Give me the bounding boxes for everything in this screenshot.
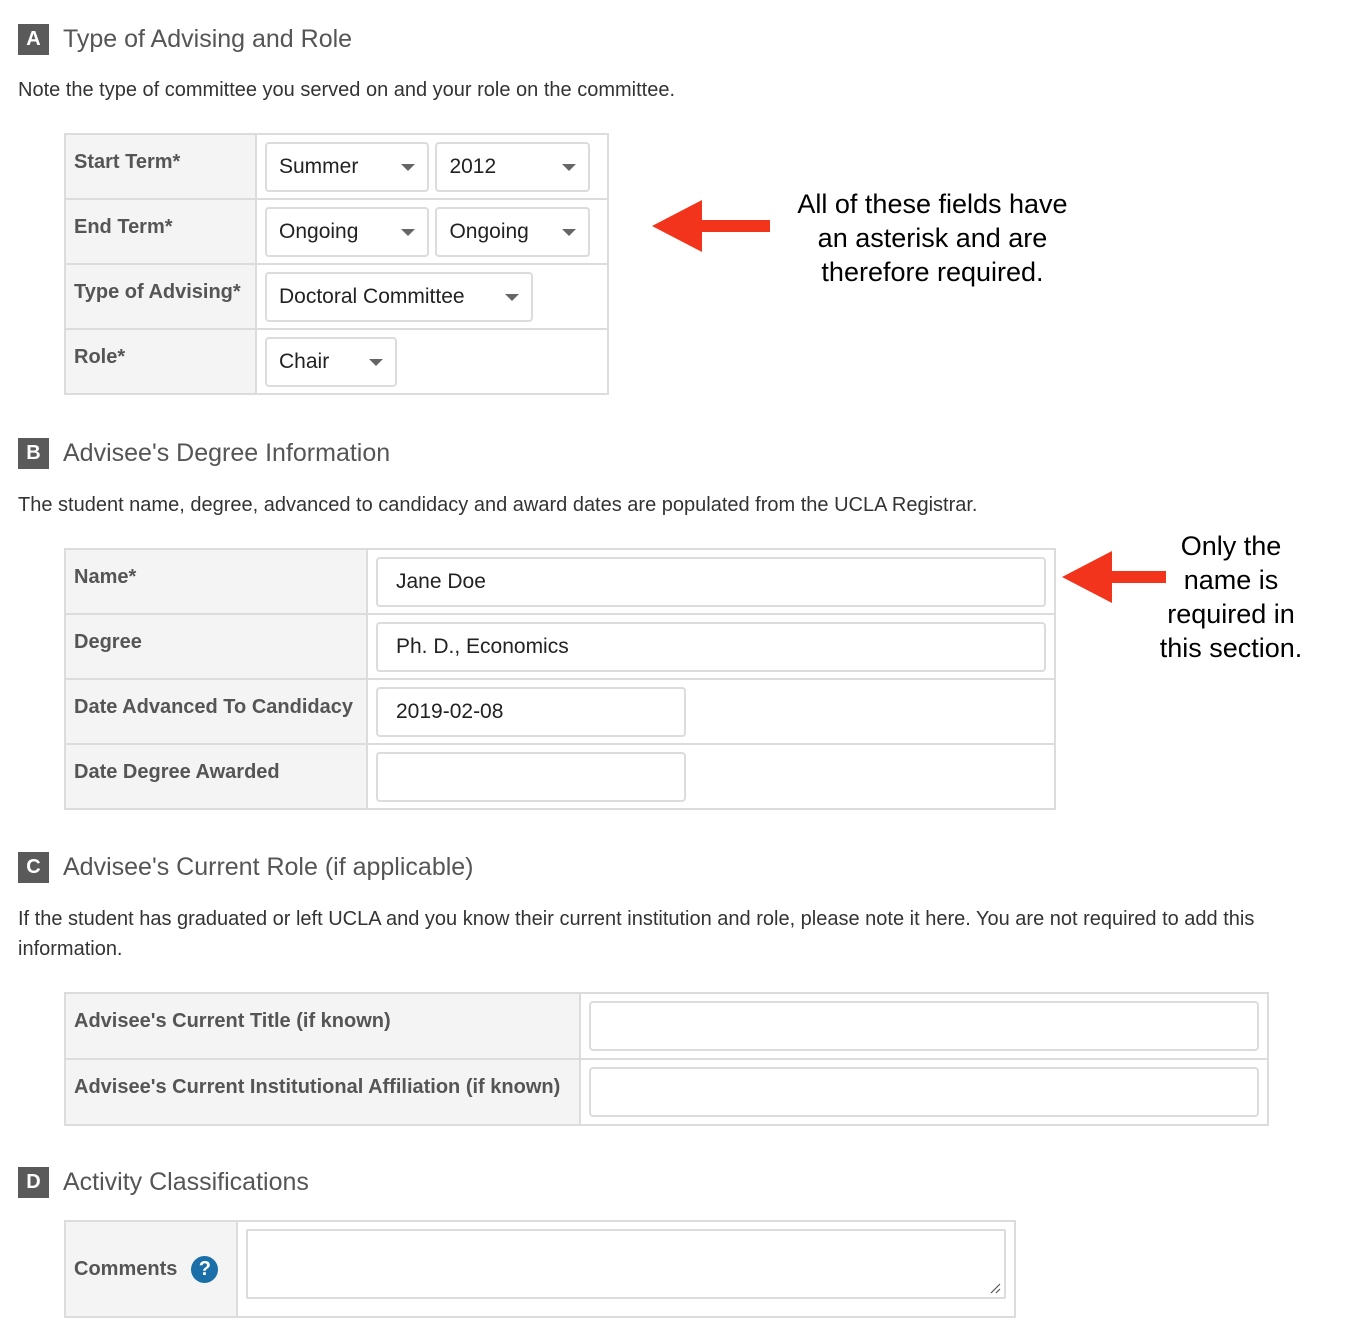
current-affiliation-label: Advisee's Current Institutional Affiliation (if known)	[65, 1059, 580, 1125]
section-c-form	[64, 992, 1269, 1126]
comments-label: Comments	[74, 1257, 178, 1280]
degree-awarded-date-label: Date Degree Awarded	[65, 744, 367, 809]
comments-textarea[interactable]	[246, 1229, 1006, 1299]
help-icon[interactable]: ?	[191, 1256, 218, 1283]
section-a-form	[64, 133, 609, 395]
role-select[interactable]	[265, 337, 397, 387]
section-a-title: Type of Advising and Role	[63, 25, 353, 53]
arrow-a-shape	[652, 200, 770, 252]
degree-label: Degree	[65, 614, 367, 679]
chevron-down-icon	[562, 229, 576, 236]
annotation-b-line-4: this section.	[1159, 633, 1303, 663]
annotation-section-a	[780, 187, 1085, 289]
comments-field	[237, 1221, 1015, 1317]
end-term-year-value: Ongoing	[449, 220, 529, 243]
end-term-season-value: Ongoing	[279, 220, 359, 243]
section-b-title: Advisee's Degree Information	[63, 439, 391, 467]
type-of-advising-value: Doctoral Committee	[279, 285, 465, 308]
section-a-badge: A	[18, 24, 49, 55]
start-term-field	[256, 134, 608, 199]
candidacy-date-input[interactable]	[376, 687, 686, 737]
name-input[interactable]	[376, 557, 1046, 607]
current-affiliation-field	[580, 1059, 1268, 1125]
role-label: Role*	[65, 329, 256, 394]
name-field	[367, 549, 1055, 614]
degree-awarded-date-field	[367, 744, 1055, 809]
section-b-form	[64, 548, 1056, 810]
degree-field	[367, 614, 1055, 679]
end-term-field	[256, 199, 608, 264]
chevron-down-icon	[562, 164, 576, 171]
end-term-season-select[interactable]	[265, 207, 429, 257]
start-term-season-value: Summer	[279, 155, 359, 178]
chevron-down-icon	[401, 229, 415, 236]
start-term-year-value: 2012	[449, 155, 497, 178]
start-term-season-select[interactable]	[265, 142, 429, 192]
degree-input-value: Ph. D., Economics	[396, 635, 569, 658]
annotation-b-line-2: name is	[1183, 565, 1279, 595]
type-of-advising-select[interactable]	[265, 272, 533, 322]
end-term-year-select[interactable]	[435, 207, 590, 257]
section-c-header	[18, 852, 474, 883]
current-title-input[interactable]	[589, 1001, 1259, 1051]
annotation-a-line-1: All of these fields have	[797, 189, 1068, 219]
annotation-a-line-2: an asterisk and are	[817, 223, 1048, 253]
current-title-field	[580, 993, 1268, 1059]
candidacy-date-field	[367, 679, 1055, 744]
section-c-title: Advisee's Current Role (if applicable)	[63, 853, 474, 881]
chevron-down-icon	[505, 294, 519, 301]
end-term-label: End Term*	[65, 199, 256, 264]
candidacy-date-label: Date Advanced To Candidacy	[65, 679, 367, 744]
section-d-form	[64, 1220, 1016, 1318]
arrow-left-icon	[652, 200, 772, 252]
start-term-label: Start Term*	[65, 134, 256, 199]
resize-handle-icon[interactable]	[989, 1282, 1001, 1294]
chevron-down-icon	[401, 164, 415, 171]
section-a-description: Note the type of committee you served on and your role on the committee.	[18, 79, 676, 101]
current-affiliation-input[interactable]	[589, 1067, 1259, 1117]
start-term-year-select[interactable]	[435, 142, 590, 192]
section-b-description: The student name, degree, advanced to candidacy and award dates are populated from the UCLA Registrar.	[18, 494, 978, 516]
annotation-section-b	[1140, 529, 1322, 665]
section-d-title: Activity Classifications	[63, 1168, 309, 1196]
candidacy-date-value: 2019-02-08	[396, 700, 504, 723]
section-d-header	[18, 1167, 309, 1198]
name-input-value: Jane Doe	[396, 570, 486, 593]
annotation-b-line-1: Only the	[1180, 531, 1282, 561]
annotation-b-line-3: required in	[1167, 599, 1295, 629]
section-d-badge: D	[18, 1167, 49, 1198]
annotation-a-line-3: therefore required.	[821, 257, 1044, 287]
section-a-header	[18, 24, 352, 55]
role-field	[256, 329, 608, 394]
degree-input[interactable]	[376, 622, 1046, 672]
section-b-header	[18, 438, 390, 469]
current-title-label: Advisee's Current Title (if known)	[65, 993, 580, 1059]
role-value: Chair	[279, 350, 330, 373]
type-of-advising-field	[256, 264, 608, 329]
section-c-badge: C	[18, 852, 49, 883]
section-b-badge: B	[18, 438, 49, 469]
chevron-down-icon	[369, 359, 383, 366]
type-of-advising-label: Type of Advising*	[65, 264, 256, 329]
degree-awarded-date-input[interactable]	[376, 752, 686, 802]
comments-label-cell	[65, 1221, 237, 1317]
section-c-description: If the student has graduated or left UCLA and you know their current institution and role, please note it here. You are not required to add this information.	[18, 908, 1255, 960]
name-label: Name*	[65, 549, 367, 614]
